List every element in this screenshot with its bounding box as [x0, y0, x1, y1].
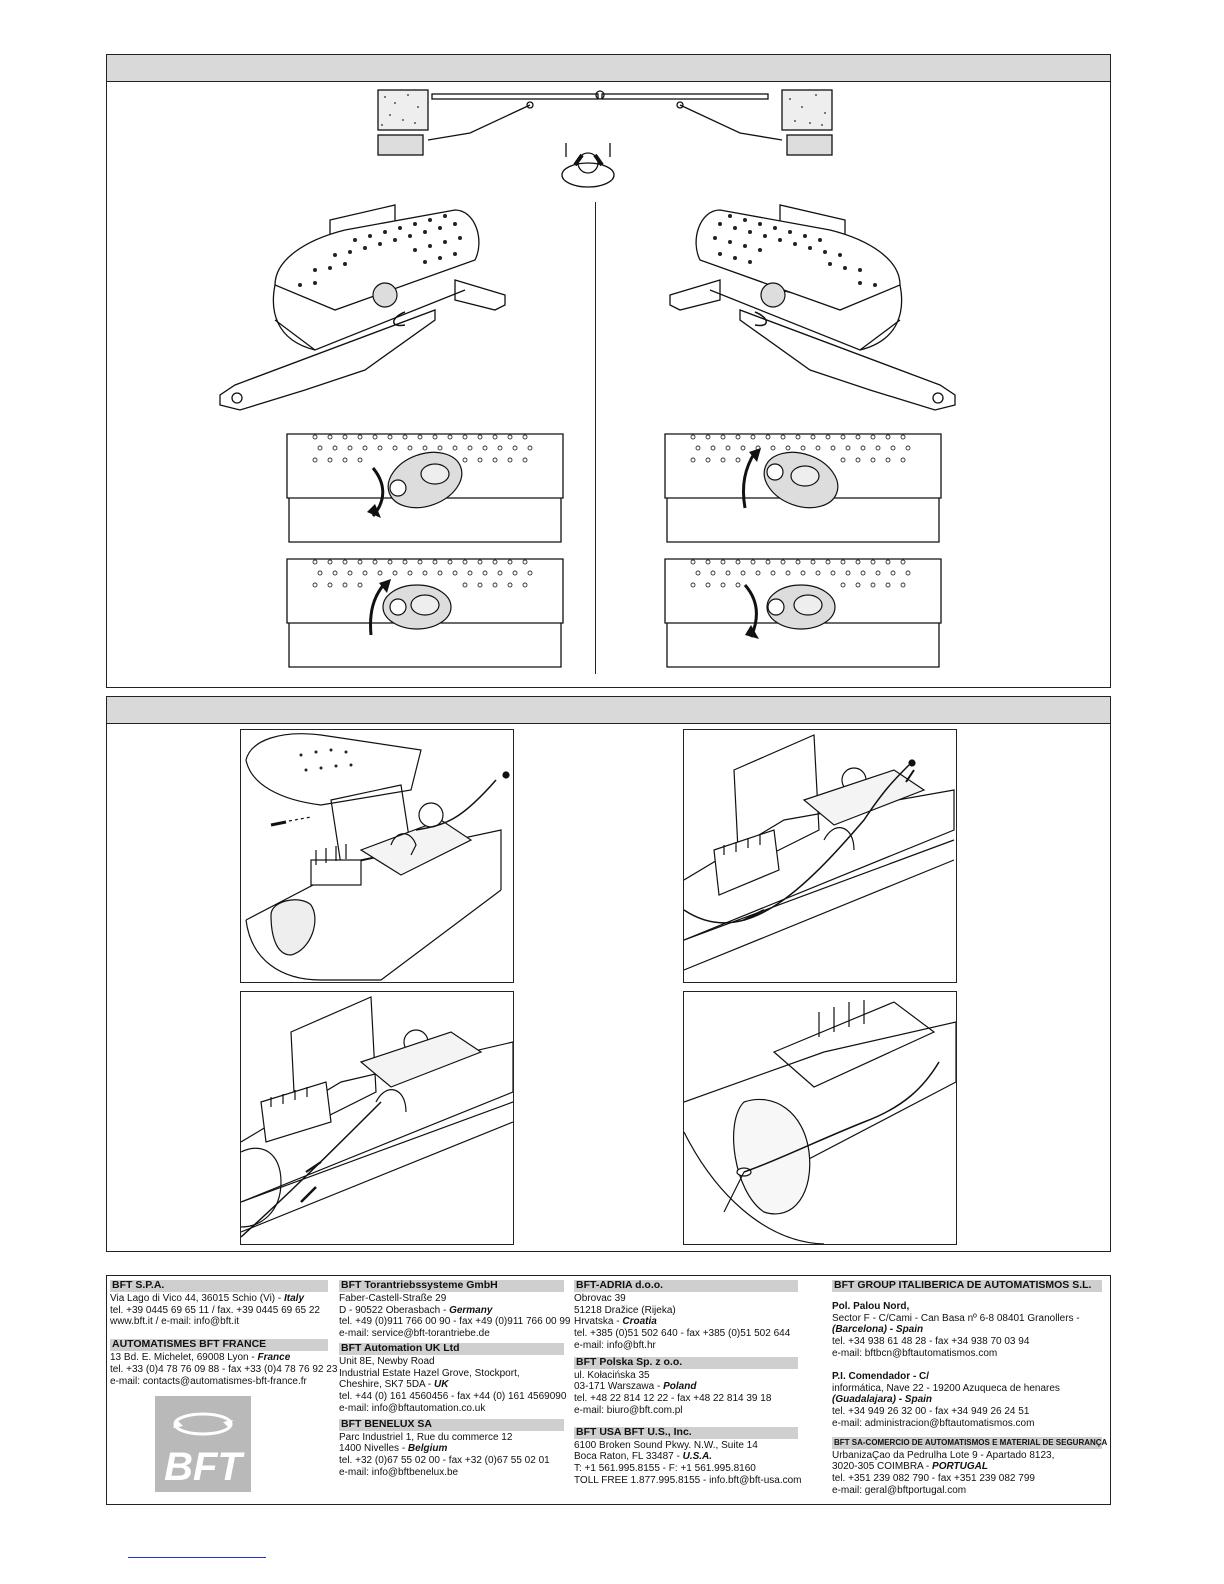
address-line: Industrial Estate Hazel Grove, Stockport, — [339, 1367, 520, 1379]
email-line: e-mail: info@bft.hr — [574, 1339, 656, 1351]
phone-line: tel. +34 938 61 48 28 - fax +34 938 70 03 94 — [832, 1336, 1030, 1348]
country-label: Belgium — [407, 1443, 448, 1455]
address-line: informática, Nave 22 - 19200 Azuqueca de henares — [832, 1382, 1060, 1394]
country-label: Croatia — [622, 1316, 657, 1328]
phone-line: tel. +34 949 26 32 00 - fax +34 949 26 24 51 — [832, 1406, 1030, 1418]
address-line: 1400 Nivelles - — [339, 1443, 408, 1455]
release-box-left-lock — [285, 555, 565, 670]
address-line: Sector F - C/Cami - Can Basa nº 6-8 08401 Granollers - — [832, 1312, 1080, 1324]
panel-header — [107, 55, 1110, 82]
address-line: ul. Kołacińska 35 — [574, 1369, 650, 1381]
company-name: BFT GROUP ITALIBERICA DE AUTOMATISMOS S.L. — [832, 1280, 1102, 1292]
address-line: 13 Bd. E. Michelet, 69008 Lyon - — [110, 1351, 258, 1363]
country-label: UK — [434, 1379, 449, 1391]
logo-text: BFT — [164, 1445, 242, 1489]
phone-line: tel. +33 (0)4 78 76 09 88 - fax +33 (0)4 78 76 92 23 — [110, 1363, 338, 1375]
tollfree-line: TOLL FREE 1.877.995.8155 - info.bft@bft-usa.com — [574, 1474, 802, 1486]
country-label: Italy — [284, 1292, 305, 1304]
phone-line: T: +1 561.995.8155 - F: +1 561.995.8160 — [574, 1463, 756, 1475]
address-line: D - 90522 Oberasbach - — [339, 1304, 450, 1316]
address-line: Via Lago di Vico 44, 36015 Schio (Vi) - — [110, 1292, 285, 1304]
address-line: 51218 Dražice (Rijeka) — [574, 1304, 676, 1316]
phone-line: tel. +39 0445 69 65 11 / fax. +39 0445 69 65 22 — [110, 1304, 320, 1316]
footer-col-1 — [110, 1279, 338, 1387]
office-title: Pol. Palou Nord, — [832, 1300, 910, 1312]
panel-header — [107, 697, 1110, 724]
web-email-line: www.bft.it / e-mail: info@bft.it — [110, 1316, 240, 1328]
release-box-right-unlock — [663, 430, 943, 545]
footer-col-4 — [832, 1279, 1108, 1497]
company-name: BFT Automation UK Ltd — [339, 1343, 564, 1355]
address-line: Faber-Castell-Straße 29 — [339, 1292, 447, 1304]
motor-right-isometric — [655, 200, 960, 415]
company-name: BFT S.P.A. — [110, 1280, 328, 1292]
email-line: e-mail: geral@bftportugal.com — [832, 1484, 967, 1496]
company-name: BFT-ADRIA d.o.o. — [574, 1280, 798, 1292]
email-line: e-mail: info@bftbenelux.be — [339, 1466, 459, 1478]
address-line: Parc Industriel 1, Rue du commerce 12 — [339, 1431, 513, 1443]
country-label: France — [257, 1351, 291, 1363]
address-line: Obrovac 39 — [574, 1292, 626, 1304]
phone-line: tel. +44 (0) 161 4560456 - fax +44 (0) 161 4569090 — [339, 1391, 567, 1403]
email-line: e-mail: info@bftautomation.co.uk — [339, 1402, 486, 1414]
phone-line: tel. +48 22 814 12 22 - fax +48 22 814 39 18 — [574, 1393, 772, 1405]
country-label: (Guadalajara) - Spain — [832, 1394, 933, 1406]
country-label: Germany — [449, 1304, 493, 1316]
footer-col-2 — [339, 1279, 571, 1479]
address-line: 3020-305 COIMBRA - — [832, 1461, 933, 1473]
company-name: BFT BENELUX SA — [339, 1419, 564, 1431]
wiring-step-2-image — [683, 729, 957, 983]
email-line: e-mail: administracion@bftautomatismos.com — [832, 1417, 1035, 1429]
company-name: BFT USA BFT U.S., Inc. — [574, 1427, 798, 1439]
email-line: e-mail: biuro@bft.com.pl — [574, 1404, 683, 1416]
bft-logo — [155, 1396, 251, 1492]
phone-line: tel. +385 (0)51 502 640 - fax +385 (0)51 502 644 — [574, 1328, 791, 1340]
office-title: P.I. Comendador - C/ — [832, 1370, 930, 1382]
address-line: Unit 8E, Newby Road — [339, 1355, 435, 1367]
wiring-step-4-image — [683, 991, 957, 1245]
address-line: 6100 Broken Sound Pkwy. N.W., Suite 14 — [574, 1439, 758, 1451]
release-box-left-unlock — [285, 430, 565, 545]
release-box-right-lock — [663, 555, 943, 670]
email-line: e-mail: contacts@automatismes-bft-france.fr — [110, 1375, 307, 1387]
company-name: BFT Torantriebssysteme GmbH — [339, 1280, 564, 1292]
motor-left-isometric — [215, 200, 520, 415]
country-label: PORTUGAL — [932, 1461, 988, 1473]
company-name: AUTOMATISMES BFT FRANCE — [110, 1339, 328, 1351]
address-line: Boca Raton, FL 33487 - — [574, 1451, 683, 1463]
company-name: BFT SA-COMERCIO DE AUTOMATISMOS E MATERIAL DE SEGURANÇA — [834, 1437, 1108, 1447]
company-name: BFT Polska Sp. z o.o. — [574, 1357, 798, 1369]
address-line: Cheshire, SK7 5DA - — [339, 1379, 435, 1391]
center-divider — [595, 202, 596, 674]
address-line: 03-171 Warszawa - — [574, 1381, 664, 1393]
footer-col-3 — [574, 1279, 802, 1487]
footer-contacts — [106, 1275, 1111, 1505]
wiring-step-3-image — [240, 991, 514, 1245]
country-label: (Barcelona) - Spain — [832, 1324, 924, 1336]
phone-line: tel. +32 (0)67 55 02 00 - fax +32 (0)67 55 02 01 — [339, 1455, 550, 1467]
email-line: e-mail: bftbcn@bftautomatismos.com — [832, 1347, 998, 1359]
address-line: Hrvatska - — [574, 1316, 623, 1328]
gate-top-view-diagram — [370, 85, 840, 195]
wiring-step-1-image — [240, 729, 514, 983]
bottom-link-underline — [128, 1557, 266, 1558]
address-line: UrbanizaÇao da Pedrulha Lote 9 - Apartado 8123, — [832, 1449, 1055, 1461]
country-label: U.S.A. — [682, 1451, 713, 1463]
email-line: e-mail: service@bft-torantriebe.de — [339, 1328, 490, 1340]
phone-line: tel. +49 (0)911 766 00 90 - fax +49 (0)911 766 00 99 — [339, 1316, 571, 1328]
phone-line: tel. +351 239 082 790 - fax +351 239 082 799 — [832, 1473, 1035, 1485]
country-label: Poland — [663, 1381, 697, 1393]
